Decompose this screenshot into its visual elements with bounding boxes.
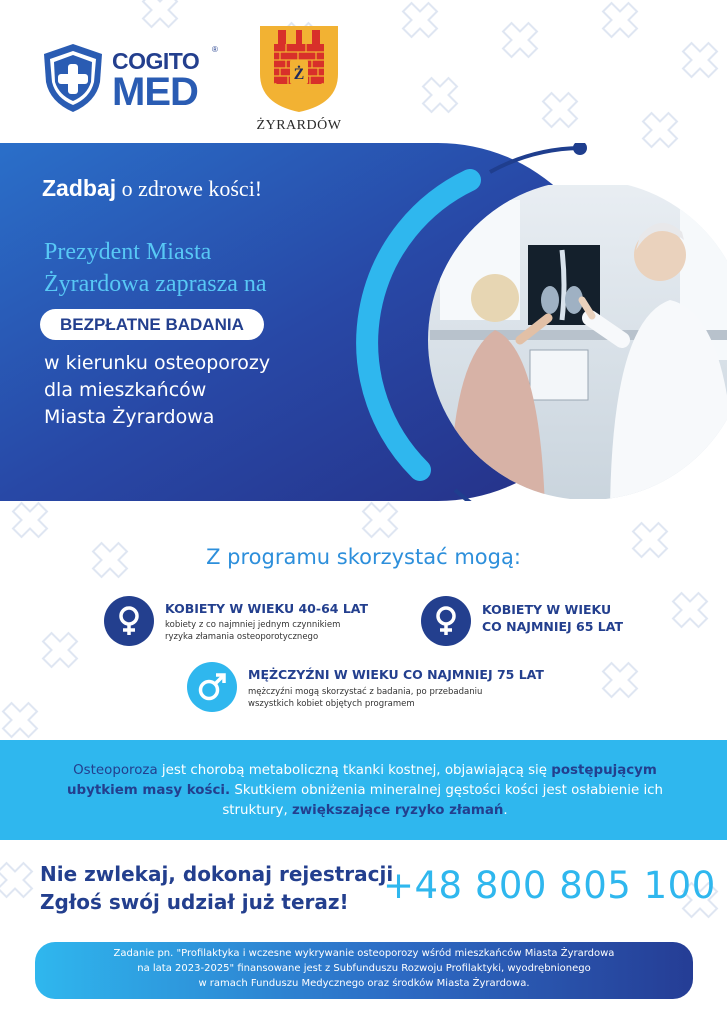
info-emphasis: zwiększające ryzyko złamań — [291, 803, 504, 818]
cta-line: Nie zwlekaj, dokonaj rejestracji — [40, 862, 394, 886]
sub-line: Miasta Żyrardowa — [44, 406, 215, 428]
crest-caption: ŻYRARDÓW — [256, 118, 342, 133]
female-symbol-icon — [104, 596, 154, 646]
hero-headline — [42, 175, 262, 202]
background-cross — [135, 0, 186, 35]
desc-line: kobiety z co najmniej jednym czynnikiem — [165, 620, 341, 630]
phone-number[interactable]: +48 800 805 100 — [383, 864, 716, 907]
background-cross — [595, 655, 646, 706]
men-75-title: MĘŻCZYŹNI W WIEKU CO NAJMNIEJ 75 LAT — [248, 667, 544, 682]
registered-mark: ® — [212, 45, 218, 54]
background-cross — [395, 0, 446, 45]
lead-line: Żyrardowa zaprasza na — [44, 271, 267, 297]
title-line: CO NAJMNIEJ 65 LAT — [482, 619, 623, 634]
background-cross — [0, 695, 45, 746]
female-symbol-icon — [421, 596, 471, 646]
info-text-span: Skutkiem obniżenia mineralnej gęstości kości jest osłabienie ich — [230, 783, 664, 798]
men-75-desc — [248, 686, 482, 710]
sub-line: w kierunku osteoporozy — [44, 352, 271, 374]
headline-rest: o zdrowe kości! — [116, 176, 263, 201]
hero-subtext — [44, 350, 374, 431]
background-cross — [595, 0, 646, 45]
background-cross — [675, 35, 726, 86]
registration-cta — [40, 860, 393, 916]
background-cross — [495, 15, 546, 66]
lead-line: Prezydent Miasta — [44, 239, 212, 265]
cogito-med-logo — [40, 42, 220, 114]
med-wordmark: MED — [112, 70, 198, 114]
info-emphasis: postępującym — [551, 763, 657, 778]
free-exams-badge: BEZPŁATNE BADANIA — [40, 309, 264, 340]
footer-line: w ramach Funduszu Medycznego oraz środków Miasta Żyrardowa. — [198, 978, 530, 989]
footer-line: Zadanie pn. "Profilaktyka i wczesne wykrywanie osteoporozy wśród mieszkańców Miasta Żyrardowa — [113, 948, 615, 959]
women-40-64-desc — [165, 619, 340, 643]
background-cross — [415, 70, 466, 121]
desc-line: wszystkich kobiet objętych programem — [248, 699, 415, 709]
info-term: Osteoporoza — [73, 763, 158, 778]
background-cross — [355, 495, 406, 546]
background-cross — [535, 85, 586, 136]
background-cross — [35, 625, 86, 676]
cross-shield-icon — [40, 42, 106, 114]
osteoporosis-info — [40, 761, 690, 821]
background-cross — [5, 495, 56, 546]
cta-line: Zgłoś swój udział już teraz! — [40, 890, 349, 914]
info-text-span: jest chorobą metaboliczną tkanki kostnej, objawiającą się — [157, 763, 552, 778]
doctor-xray-photo — [425, 185, 727, 499]
desc-line: ryzyka złamania osteoporotycznego — [165, 632, 319, 642]
eligibility-title: Z programu skorzystać mogą: — [206, 545, 521, 569]
male-symbol-icon — [187, 662, 237, 712]
women-40-64-title: KOBIETY W WIEKU 40-64 LAT — [165, 601, 369, 616]
funding-note — [40, 946, 688, 991]
sub-line: dla mieszkańców — [44, 379, 207, 401]
title-line: KOBIETY W WIEKU — [482, 602, 612, 617]
info-text-span: . — [503, 803, 508, 818]
women-65-title — [482, 601, 623, 635]
cogito-wordmark: COGITO — [112, 48, 200, 74]
info-emphasis: ubytkiem masy kości. — [66, 783, 231, 798]
desc-line: mężczyźni mogą skorzystać z badania, po przebadaniu — [248, 687, 483, 697]
headline-bold: Zadbaj — [42, 175, 117, 201]
svg-text:Ż: Ż — [293, 66, 305, 83]
footer-line: na lata 2023-2025" finansowane jest z Subfunduszu Rozwoju Profilaktyki, wyodrębnionego — [137, 963, 591, 974]
info-text-span: struktury, — [222, 803, 292, 818]
background-cross — [0, 855, 40, 906]
city-crest — [258, 24, 340, 114]
background-cross — [665, 585, 716, 636]
hero-lead — [44, 236, 374, 300]
